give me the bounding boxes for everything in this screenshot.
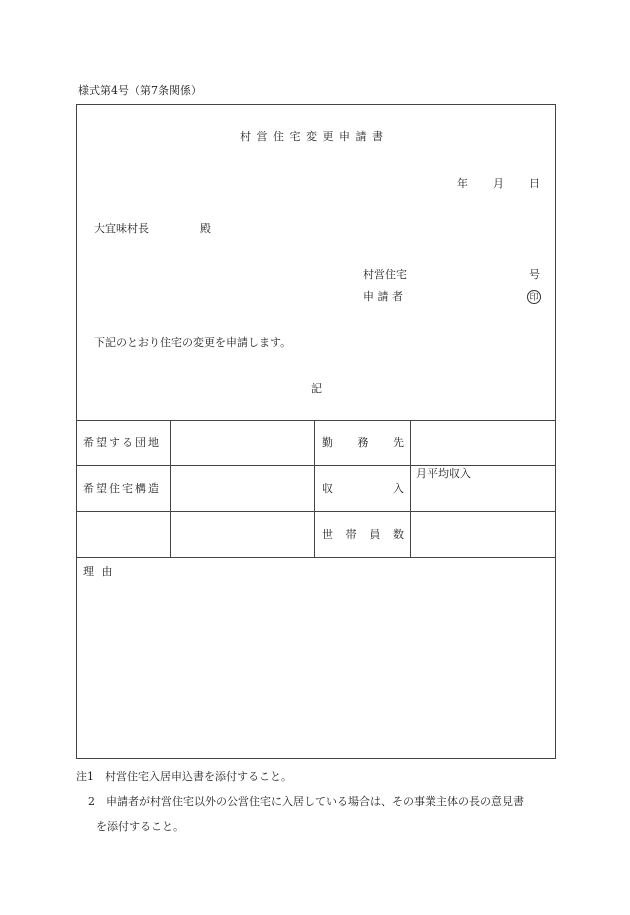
addressee-name: 大宜味村長 [94, 222, 149, 235]
request-text: 下記のとおり住宅の変更を申請します。 [94, 336, 292, 349]
number-suffix: 号 [529, 268, 540, 281]
applicant-label: 申 請 者 [363, 290, 403, 303]
note-1: 注1 村営住宅入居申込書を添付すること。 [76, 770, 292, 783]
desired-complex-label: 希望する団地 [83, 436, 161, 449]
seal-mark [527, 290, 541, 304]
date-day: 日 [529, 177, 540, 190]
household-members-label: 世 帯 員 数 [322, 528, 404, 541]
table-row-line-2 [76, 511, 556, 512]
reason-label: 理 由 [83, 565, 115, 578]
housing-label: 村営住宅 [363, 268, 407, 281]
monthly-income-label: 月平均収入 [416, 467, 471, 480]
income-label: 収 入 [322, 482, 404, 495]
table-col-line-2 [314, 420, 315, 557]
table-top-line [76, 420, 556, 421]
desired-structure-label: 希望住宅構造 [83, 482, 161, 495]
form-number: 様式第4号（第7条関係） [78, 84, 202, 97]
form-title: 村 営 住 宅 変 更 申 請 書 [240, 130, 384, 143]
table-row-line-1 [76, 465, 556, 466]
addressee-honorific: 殿 [200, 222, 211, 235]
table-bottom-line [76, 557, 556, 558]
date-month: 月 [493, 177, 504, 190]
note-2-line-1: 2 申請者が村営住宅以外の公営住宅に入居している場合は、その事業主体の長の意見書 [88, 795, 524, 808]
workplace-label: 勤 務 先 [322, 436, 404, 449]
date-year: 年 [457, 177, 468, 190]
note-2-line-2: を添付すること。 [96, 820, 184, 833]
table-col-line-1 [170, 420, 171, 557]
form-frame [76, 104, 556, 759]
table-col-line-3 [410, 420, 411, 557]
ki-label: 記 [311, 382, 322, 395]
seal-glyph: 印 [527, 290, 541, 304]
